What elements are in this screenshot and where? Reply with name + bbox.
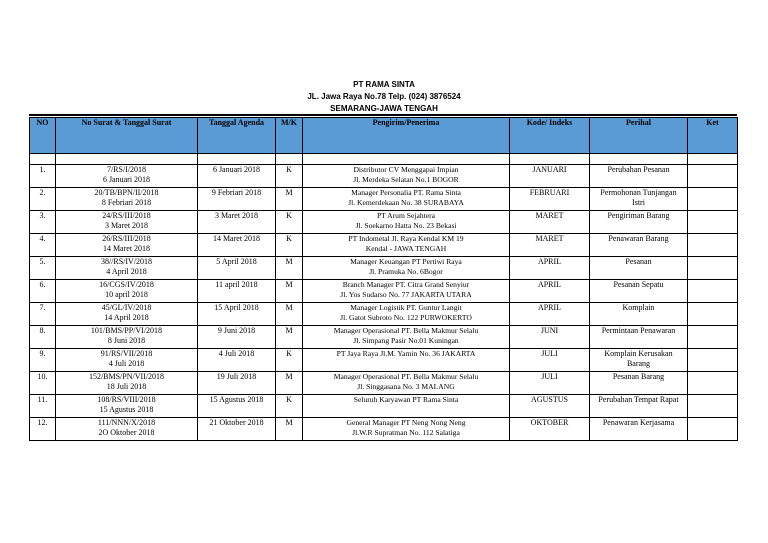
cell-perihal [590, 257, 688, 280]
agenda-date: 15 Agustus 2018 [209, 395, 264, 404]
pengirim-line-1: Manager Logistik PT. Guntur Langit [350, 303, 462, 312]
pengirim-line-2: Jl. Pramuka No. 6Bogor [369, 267, 443, 276]
cell-surat [56, 257, 198, 280]
cell-mk [276, 303, 303, 326]
agenda-date: 11 april 2018 [215, 280, 258, 289]
header-mk: M/K [276, 118, 303, 154]
cell-no [30, 326, 56, 349]
no-text: 4. [39, 234, 46, 243]
no-text: 8. [39, 326, 46, 335]
pengirim-line-1: Manager Keuangan PT Pertiwi Raya [350, 257, 462, 266]
no-text: 7. [39, 303, 46, 312]
mk-text: K [286, 349, 292, 358]
perihal-line-1: Pesanan [625, 257, 652, 266]
perihal-line-1: Komplain [622, 303, 655, 312]
cell-ket [688, 372, 738, 395]
perihal-line-1: Permintaan Penawaran [601, 326, 676, 335]
company-name: PT RAMA SINTA [353, 80, 415, 89]
cell-kode [510, 303, 590, 326]
cell-surat [56, 188, 198, 211]
cell-pengirim [303, 280, 510, 303]
cell-no [30, 211, 56, 234]
company-city: SEMARANG-JAWA TENGAH [330, 104, 438, 113]
cell-perihal [590, 188, 688, 211]
kode-text: JUNI [540, 326, 559, 335]
surat-date: 14 Maret 2018 [102, 244, 151, 253]
cell-perihal [590, 326, 688, 349]
agenda-date: 15 April 2018 [214, 303, 259, 312]
table-row [30, 211, 738, 234]
surat-number: 26/RS/III/2018 [102, 234, 151, 243]
cell-perihal [590, 395, 688, 418]
pengirim-line-2: Jl. Yos Sudarso No. 77 JAKARTA UTARA [340, 290, 472, 299]
cell-agenda [198, 349, 276, 372]
pengirim-line-1: Seluruh Karyawan PT Rama Sinta [353, 395, 459, 404]
mk-text: K [286, 234, 292, 243]
cell-surat [56, 165, 198, 188]
mk-text: M [285, 418, 293, 427]
kode-text: APRIL [537, 303, 562, 312]
agenda-date: 3 Maret 2018 [214, 211, 259, 220]
cell-surat [56, 234, 198, 257]
cell-kode [510, 280, 590, 303]
kode-text: MARET [535, 211, 564, 220]
cell-surat [56, 372, 198, 395]
no-text: 12. [37, 418, 48, 427]
header-no: NO [30, 118, 56, 154]
surat-date: 18 Juli 2018 [106, 382, 147, 391]
kode-text: APRIL [537, 280, 562, 289]
cell-mk [276, 326, 303, 349]
cell-mk [276, 349, 303, 372]
cell-no [30, 372, 56, 395]
cell-perihal [590, 372, 688, 395]
no-text: 2. [39, 188, 46, 197]
cell-kode [510, 188, 590, 211]
cell-perihal [590, 349, 688, 372]
cell-perihal [590, 280, 688, 303]
pengirim-line-2: Jl.W.R Supratman No. 112 Salatiga [352, 428, 460, 437]
cell-agenda [198, 280, 276, 303]
perihal-line-1: Pesanan Sepatu [613, 280, 664, 289]
cell-ket [688, 326, 738, 349]
cell-ket [688, 257, 738, 280]
cell-surat [56, 280, 198, 303]
pengirim-line-1: Distributor CV Menggapai Impian [353, 165, 459, 174]
perihal-line-1: Pengiriman Barang [607, 211, 670, 220]
cell-ket [688, 165, 738, 188]
cell-pengirim [303, 349, 510, 372]
cell-perihal [590, 211, 688, 234]
agenda-date: 9 Febriari 2018 [211, 188, 262, 197]
header-kode: Kode/ Indeks [510, 118, 590, 154]
table-row [30, 280, 738, 303]
cell-kode [510, 234, 590, 257]
perihal-line-2: Istri [632, 198, 645, 207]
table-row [30, 418, 738, 441]
header-ket: Ket [688, 118, 738, 154]
pengirim-line-1: PT Jaya Raya Jl.M. Yamin No. 36 JAKARTA [336, 349, 476, 358]
cell-ket [688, 418, 738, 441]
cell-kode [510, 349, 590, 372]
cell-kode [510, 372, 590, 395]
surat-date: 8 Febriari 2018 [101, 198, 152, 207]
kode-text: APRIL [537, 257, 562, 266]
header-divider [29, 114, 737, 116]
cell-mk [276, 257, 303, 280]
cell-ket [688, 280, 738, 303]
perihal-line-1: Permohonan Tunjangan [600, 188, 677, 197]
cell-surat [56, 395, 198, 418]
cell-no [30, 418, 56, 441]
mk-text: M [285, 303, 293, 312]
perihal-line-1: Perubahan Pesanan [607, 165, 670, 174]
cell-agenda [198, 257, 276, 280]
no-text: 9. [39, 349, 46, 358]
cell-kode [510, 395, 590, 418]
pengirim-line-1: Manager Operasional PT. Bella Makmur Selalu [333, 326, 479, 335]
cell-ket [688, 303, 738, 326]
cell-ket [688, 234, 738, 257]
perihal-line-1: Penawaran Barang [608, 234, 669, 243]
table-row [30, 326, 738, 349]
table-row [30, 372, 738, 395]
perihal-line-1: Pesanan Barang [612, 372, 665, 381]
cell-surat [56, 211, 198, 234]
cell-agenda [198, 188, 276, 211]
agenda-date: 14 Maret 2018 [212, 234, 261, 243]
agenda-date: 19 Juli 2018 [216, 372, 257, 381]
surat-number: 16/CGS/IV/2018 [99, 280, 154, 289]
kode-text: JULI [541, 372, 558, 381]
kode-text: OKTOBER [530, 418, 569, 427]
letter-register-table [29, 117, 738, 441]
surat-number: 45/GL/IV/2018 [101, 303, 152, 312]
cell-agenda [198, 395, 276, 418]
pengirim-line-1: PT Indometal Jl. Raya Kendal KM 19 [348, 234, 464, 243]
cell-no [30, 234, 56, 257]
cell-pengirim [303, 234, 510, 257]
agenda-date: 4 Juli 2018 [218, 349, 255, 358]
cell-surat [56, 418, 198, 441]
surat-date: 2O Oktober 2018 [98, 428, 155, 437]
cell-kode [510, 326, 590, 349]
cell-mk [276, 418, 303, 441]
no-text: 10. [37, 372, 48, 381]
cell-surat [56, 349, 198, 372]
company-address: JL. Jawa Raya No.78 Telp. (024) 3876524 [307, 92, 461, 101]
pengirim-line-2: Jl. Gatot Subroto No. 122 PURWOKERTO [340, 313, 472, 322]
cell-mk [276, 280, 303, 303]
pengirim-line-1: General Manager PT Neng Nong Neng [346, 418, 466, 427]
cell-pengirim [303, 395, 510, 418]
cell-ket [688, 188, 738, 211]
cell-kode [510, 211, 590, 234]
table-row [30, 165, 738, 188]
perihal-line-1: Penawaran Kerjasama [602, 418, 675, 427]
pengirim-line-1: Manager Personalia PT. Rama Sinta [351, 188, 461, 197]
agenda-date: 6 Januari 2018 [212, 165, 261, 174]
pengirim-line-1: Branch Manager PT. Citra Grand Senyiur [342, 280, 470, 289]
surat-date: 15 Agustus 2018 [99, 405, 154, 414]
cell-agenda [198, 372, 276, 395]
surat-number: 20/TB/BPN/II/2018 [94, 188, 159, 197]
table-row [30, 303, 738, 326]
pengirim-line-2: Jl. Simpang Pasir No.01 Kuningan [353, 336, 459, 345]
surat-number: 108/RS/VIII/2018 [97, 395, 156, 404]
cell-kode [510, 165, 590, 188]
spacer-row [30, 154, 738, 165]
surat-date: 6 Januari 2018 [102, 175, 151, 184]
mk-text: M [285, 326, 293, 335]
pengirim-line-2: Jl. Singgasana No. 3 MALANG [357, 382, 455, 391]
surat-number: 101/BMS/PP/VI/2018 [90, 326, 163, 335]
cell-mk [276, 188, 303, 211]
cell-agenda [198, 165, 276, 188]
table-row [30, 188, 738, 211]
no-text: 1. [39, 165, 46, 174]
cell-pengirim [303, 326, 510, 349]
perihal-line-1: Perubahan Tempat Rapat [598, 395, 679, 404]
cell-kode [510, 257, 590, 280]
surat-date: 4 Juli 2018 [108, 359, 145, 368]
table-body [30, 154, 738, 441]
mk-text: K [286, 395, 292, 404]
kode-text: JULI [541, 349, 558, 358]
surat-number: 91/RS/VII/2018 [100, 349, 153, 358]
header-perihal: Perihal [590, 118, 688, 154]
kode-text: FEBRUARI [529, 188, 570, 197]
cell-pengirim [303, 211, 510, 234]
kode-text: MARET [535, 234, 564, 243]
cell-perihal [590, 303, 688, 326]
cell-no [30, 257, 56, 280]
cell-ket [688, 395, 738, 418]
surat-number: 38//RS/IV/2018 [100, 257, 153, 266]
cell-agenda [198, 303, 276, 326]
cell-mk [276, 395, 303, 418]
header-pengirim: Pengirim/Penerima [303, 118, 510, 154]
agenda-date: 21 Oktober 2018 [209, 418, 264, 427]
pengirim-line-1: PT Arum Sejahtera [376, 211, 436, 220]
mk-text: M [285, 280, 293, 289]
header-tanggal-agenda: Tanggal Agenda [198, 118, 276, 154]
cell-no [30, 280, 56, 303]
perihal-line-1: Komplain Kerusakan [604, 349, 673, 358]
cell-mk [276, 211, 303, 234]
cell-mk [276, 234, 303, 257]
surat-number: 7/RS/I/2018 [106, 165, 147, 174]
cell-pengirim [303, 418, 510, 441]
cell-ket [688, 211, 738, 234]
cell-agenda [198, 418, 276, 441]
mk-text: K [286, 165, 292, 174]
pengirim-line-2: Kendal - JAWA TENGAH [365, 244, 447, 253]
cell-perihal [590, 234, 688, 257]
table-header-row [30, 118, 738, 154]
mk-text: M [285, 257, 293, 266]
agenda-date: 5 April 2018 [216, 257, 257, 266]
table-row [30, 234, 738, 257]
table-row [30, 395, 738, 418]
surat-date: 8 Juni 2018 [107, 336, 146, 345]
no-text: 6. [39, 280, 46, 289]
surat-date: 4 April 2018 [106, 267, 147, 276]
cell-kode [510, 418, 590, 441]
cell-no [30, 165, 56, 188]
cell-pengirim [303, 165, 510, 188]
surat-number: 24/RS/III/2018 [102, 211, 151, 220]
cell-ket [688, 349, 738, 372]
cell-mk [276, 165, 303, 188]
cell-pengirim [303, 372, 510, 395]
cell-no [30, 188, 56, 211]
cell-agenda [198, 326, 276, 349]
no-text: 5. [39, 257, 46, 266]
cell-pengirim [303, 188, 510, 211]
table-row [30, 257, 738, 280]
pengirim-line-2: Jl. Kemerdekaan No. 38 SURABAYA [348, 198, 464, 207]
surat-number: 111/NNN/X/2018 [97, 418, 156, 427]
agenda-date: 9 Juni 2018 [217, 326, 256, 335]
surat-date: 10 april 2018 [105, 290, 148, 299]
mk-text: M [285, 188, 293, 197]
pengirim-line-2: Jl. Soekarno Hatta No. 23 Bekasi [355, 221, 457, 230]
cell-surat [56, 326, 198, 349]
pengirim-line-1: Manager Operasional PT. Bella Makmur Selalu [333, 372, 479, 381]
cell-no [30, 349, 56, 372]
cell-mk [276, 372, 303, 395]
no-text: 3. [39, 211, 46, 220]
mk-text: M [285, 372, 293, 381]
surat-date: 14 April 2018 [104, 313, 149, 322]
pengirim-line-2: Jl. Merdeka Selatan No.1 BOGOR [353, 175, 459, 184]
cell-pengirim [303, 257, 510, 280]
surat-date: 3 Maret 2018 [104, 221, 149, 230]
cell-pengirim [303, 303, 510, 326]
cell-agenda [198, 234, 276, 257]
cell-perihal [590, 165, 688, 188]
surat-number: 152/BMS/PN/VII/2018 [88, 372, 165, 381]
perihal-line-2: Barang [626, 359, 651, 368]
cell-surat [56, 303, 198, 326]
kode-text: JANUARI [532, 165, 567, 174]
header-no-surat: No Surat & Tanggal Surat [56, 118, 198, 154]
cell-no [30, 395, 56, 418]
cell-no [30, 303, 56, 326]
no-text: 11. [37, 395, 48, 404]
cell-perihal [590, 418, 688, 441]
mk-text: K [286, 211, 292, 220]
table-row [30, 349, 738, 372]
cell-agenda [198, 211, 276, 234]
kode-text: AGUSTUS [531, 395, 568, 404]
